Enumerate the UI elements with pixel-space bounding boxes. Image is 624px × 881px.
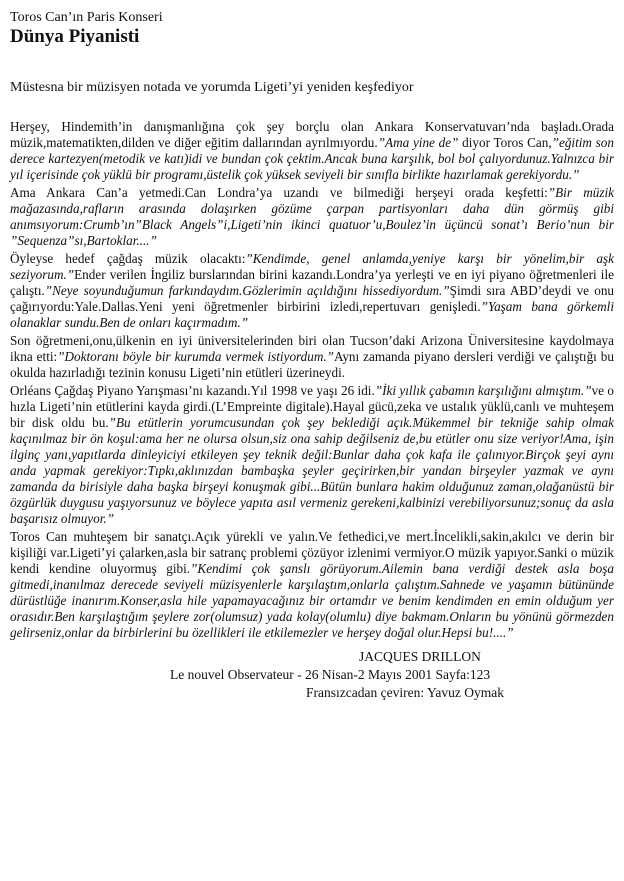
quote-text: ”Ama yine de” xyxy=(377,135,459,150)
quote-text: ”Kendimde, genel anlamda,yeniye karşı bir yönelim,bir aşk seziyorum.” xyxy=(10,251,614,282)
article-paragraph xyxy=(10,383,614,527)
article-kicker: Toros Can’ın Paris Konseri xyxy=(10,10,163,25)
quote-text: ”Doktoranı böyle bir kurumda vermek istiyordum.” xyxy=(57,349,335,364)
body-text: Şimdi sıra ABD’deydi ve onu çağırıyordu:Yale.Dallas.Yeni yeni öğretmenler birbirini izledi,repertuvarı genişledi. xyxy=(10,283,615,314)
body-text: diyor Toros Can, xyxy=(458,135,552,150)
body-text: Son öğretmeni,onu,ülkenin en iyi üniversitelerinden biri olan Tucson’daki Arizona Üniversitesine kaydolmaya ikna etti: xyxy=(10,333,614,364)
quote-text: ”Yaşam bana görkemli olanaklar sundu.Ben de onları kaçırmadım.” xyxy=(10,299,614,330)
body-text: Toros Can muhteşem bir sanatçı.Açık yürekli ve yalın.Ve fethedici,ve mert.İncelikli,sakin,akılcı ve derin bir kişiliği var.Ligeti’yi çalarken,asla bir satranç problemi çözüyor izlenimi vermiyor.O müzik yapıyor.Sanki o müzik kendi kendine oluyormuş gibi. xyxy=(10,529,614,576)
body-text: Öyleyse hedef çağdaş müzik olacaktı: xyxy=(10,251,246,266)
source-citation: Le nouvel Observateur - 26 Nisan-2 Mayıs 2001 Sayfa:123 xyxy=(170,667,491,682)
body-text: ve o hızla Ligeti’nin etütlerini kayda girdi.(L’Empreinte digitale).Hayal gücü,zeka ve ustalık yüklü,canlı ve muhteşem bir disk oldu bu. xyxy=(10,383,614,430)
article-signature xyxy=(10,648,614,702)
quote-text: ”eğitim son derece kartezyen(metodik ve katı)idi ve bundan çok çektim.Ancak buna karşılık, bol bol çalıyordunuz.Yalnızca bir yıl içerisinde çok yüklü bir programı,üstelik çok yüksek seviyeli bir sınıfla birlikte hazırlamak gerekiyordu.” xyxy=(10,135,614,182)
author-name: JACQUES DRILLON xyxy=(359,649,481,664)
quote-text: ”Bir müzik mağazasında,rafların arasında dolaşırken gözüme çarpan partisyonları daha dün görmüş gibi anımsıyorum:Crumb’ın”Black Angels”i,Ligeti’nin ikinci quatuor’u,Boulez’in üçüncü sonat’ı Berio’nun bir ”Sequenza”sı,Bartoklar....” xyxy=(10,185,614,248)
article-paragraph xyxy=(10,185,614,249)
body-text: Ender verilen İngiliz burslarından birini kazandı.Londra’ya yerleşti ve en iyi piyano öğretmenleri ile çalıştı. xyxy=(10,267,614,298)
article-headline: Dünya Piyanisti xyxy=(10,26,140,47)
translator-credit: Fransızcadan çeviren: Yavuz Oymak xyxy=(306,685,504,700)
quote-text: ”Bu etütlerin yorumcusundan çok şey beklediği açık.Mükemmel bir tekniğe sahip olmak kaçınılmaz bir ön koşul:ama her ne olursa olsun,siz ona sahip değilseniz de,bu etütler onu size veriyor!Ama, işin ilginç yanı,yapıtlarda dinleyiciyi etkileyen şey teknik değil:Bunlar daha çok kafa ile çalınıyor.Birçok şeyi aynı anda yapmak gerekiyor:Tıpkı,aklınızdan bambaşka şeyler geçirirken,bir yandan birşeyler yazmak ve aynı zamanda da birisiyle daha başka birşeyi konuşmak gibi...Bütün bunlara hakim olduğunuz zaman,olağanüstü bir özgürlük duygusu yaşıyorsunuz ve böylece yapıta asıl vermeniz gerekeni,kalbinizi verebiliyorsunuz;sonuç da asla başarısız olmuyor.” xyxy=(10,415,614,526)
body-text: Orléans Çağdaş Piyano Yarışması’nı kazandı.Yıl 1998 ve yaşı 26 idi. xyxy=(10,383,375,398)
body-text: Aynı zamanda piyano dersleri verdiği ve çalıştığı bu okulda hazırladığı tezinin konusu Ligeti’nin etütleri üzerineydi. xyxy=(10,349,614,380)
body-text: Herşey, Hindemith’in danışmanlığına çok şey borçlu olan Ankara Konservatuvarı’nda başladı.Orada müzik,matematikten,dilden ve diğer eğitim dallarından ayrılmıyordu. xyxy=(10,119,614,150)
article-paragraph xyxy=(10,333,614,381)
article-body xyxy=(10,119,614,641)
body-text: Ama Ankara Can’a yetmedi.Can Londra’ya uzandı ve bilmediği herşeyi orada keşfetti: xyxy=(10,185,548,200)
quote-text: ”Kendimi çok şanslı görüyorum.Ailemin bana verdiği destek asla boşa gitmedi,inanılmaz derecede seviyeli müzisyenlerle karşılaştım,onlarla çalıştım.Sahnede ve yaşamın bütününde dürüstlüğe inanırım.Konser,asla hile yapamayacağınız bir ortamdır ve benim kendimden en emin olduğum yer orasıdır.Ben karşılaştığım şeylere zor(olumsuz) yada kolay(olumlu) diye bakmam.Onların bu yönünü görmezden gelirseniz,onlar da birbirlerini bu özellikleri ile etkilemezler ve herşey doğal olur.Hepsi bu!....” xyxy=(10,561,614,640)
article-paragraph xyxy=(10,119,614,183)
article-lead: Müstesna bir müzisyen notada ve yorumda Ligeti’yi yeniden keşfediyor xyxy=(10,80,414,95)
quote-text: ”Neye soyunduğumun farkındaydım.Gözlerimin açıldığını hissediyordum.” xyxy=(44,283,450,298)
quote-text: ”İki yıllık çabamın karşılığını almıştım.” xyxy=(374,383,592,398)
article-paragraph xyxy=(10,529,614,641)
article-paragraph xyxy=(10,251,614,331)
